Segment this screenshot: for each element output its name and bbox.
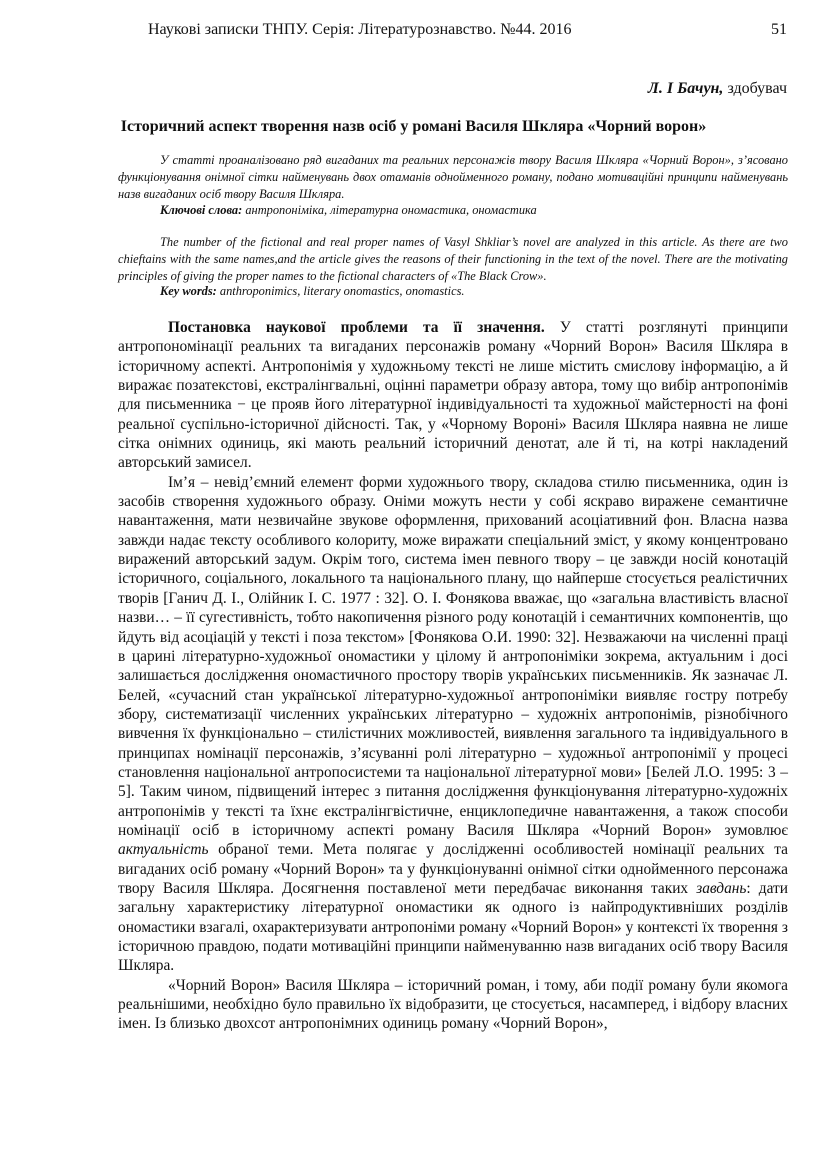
paragraph-2-text-b: обраної теми. Мета полягає у дослідженні особливостей номінації реальних та вигаданих осіб роману «Чорний Ворон» та у функціонуванні онімної сітки однойменного персонажа твору Василя Шкляра. Досягнення поставленої мети передбачає виконання таких — [118, 841, 788, 897]
article-body — [118, 318, 788, 1034]
keywords-uk-label: Ключові слова: — [160, 203, 243, 217]
running-head: Наукові записки ТНПУ. Серія: Літературознавство. №44. 2016 — [148, 21, 572, 38]
author-role: здобувач — [723, 80, 787, 97]
abstract-ukrainian — [118, 152, 788, 203]
paragraph-1-text: У статті розглянуті принципи антропономінації реальних та вигаданих персонажів роману «Чорний Ворон» Василя Шкляра в історичному аспекті. Антропонімія у художньому тексті не лише містить смислову інформацію, а й виражає позатекстові, екстралінгвальні, оцінні параметри образу автора, тому що вибір антропонімів для письменника − це прояв його літературної індивідуальності та художньої майстерності на фоні реальної суспільно-історичної дійсності. Так, у «Чорному Вороні» Василя Шкляра наявна не лише сітка онімних одиниць, які мають реальний історичний денотат, але й ті, на котрі накладений авторський замисел. — [118, 319, 788, 472]
keywords-uk-list: антропоніміка, літературна ономастика, ономастика — [242, 203, 537, 217]
term-tasks: завдань — [696, 879, 747, 897]
keywords-ukrainian — [160, 203, 537, 218]
author-name: Л. І Бачун, — [647, 80, 724, 97]
page-number: 51 — [771, 21, 787, 38]
abstract-english — [118, 234, 788, 285]
keywords-en-label: Key words: — [160, 284, 217, 298]
article-title: Історичний аспект творення назв осіб у романі Василя Шкляра «Чорний ворон» — [120, 118, 707, 135]
body-paragraph-3: «Чорний Ворон» Василя Шкляра – історичний роман, і тому, аби події роману були якомога реальнішими, необхідно було правильно їх відобразити, це стосується, насамперед, і відбору власних імен. Із близько двохсот антропонімних одиниць роману «Чорний Ворон», — [118, 976, 788, 1033]
author-line — [648, 80, 787, 98]
keywords-en-list: anthroponimics, literary onomastics, onomastics. — [216, 284, 465, 298]
section-heading: Постановка наукової проблеми та її значення. — [168, 319, 545, 336]
keywords-english — [160, 284, 465, 299]
abstract-uk-text: У статті проаналізовано ряд вигаданих та реальних персонажів твору Василя Шкляра «Чорний Ворон», з’ясовано функціонування онімної сітки найменувань двох отаманів однойменного роману, подано мотиваційні принципи найменувань назв вигаданих осіб твору Василя Шкляра. — [118, 153, 788, 201]
paragraph-2-text-c: : дати загальну характеристику літературної ономастики як одного із найпродуктивніших розділів ономастики взагалі, охарактеризувати антропоніми роману «Чорний Ворон» у контексті їх творення з історичною правдою, подати мотиваційні принципи найменуванню назв вигаданих осіб твору Василя Шкляра. — [118, 879, 788, 975]
term-relevance: актуальність — [118, 841, 209, 859]
paragraph-2-text-a: Ім’я – невід’ємний елемент форми художнього твору, складова стилю письменника, один із засобів створення художнього образу. Оніми можуть нести у собі яскраво виражене семантичне навантаження, мати незвичайне звукове оформлення, прихований асоціативний фон. Власна назва завжди надає тексту особливого колориту, може виражати спеціальний зміст, у якому концентровано виражений авторський задум. Окрім того, система імен певного твору – це завжди носій конотацій історичного, соціального, локального та національного плану, що найперше стосується реалістичних творів [Ганич Д. І., Олійник І. С. 1977 : 32]. О. І. Фонякова вважає, що «загальна властивість власної назви… – її сугестивність, тобто накопичення різного роду конотацій і семантичних компонентів, що йдуть від асоціацій у тексті і поза текстом» [Фонякова О.И. 1990: 32]. Незважаючи на численні праці в царині літературно-художньої ономастики у цілому й антропоніміки зокрема, актуальним і досі залишається дослідження ономастичного простору творів українських письменників. Як зазначає Л. Белей, «сучасний стан української літературно-художньої антропоніміки виявляє гостру потребу збору, систематизації численних українських літературно – художніх антропонімів, різнобічного вивчення їх функціонально – стилістичних можливостей, виявлення загального та індивідуального в принципах номінації персонажів, з’ясуванні ролі літературно – художньої антропонімії у процесі становлення національної антропосистеми та національної літературної мови» [Белей Л.О. 1995: 3 – 5]. Таким чином, підвищений інтерес з питання дослідження функціонування літературно-художніх антропонімів у тексті та їхнє екстралінгвістичне, енциклопедичне навантаження, а також способи номінації осіб в історичному аспекті роману Василя Шкляра «Чорний Ворон» зумовлює — [118, 473, 788, 839]
body-paragraph-2 — [118, 473, 788, 976]
body-paragraph-1 — [118, 318, 788, 473]
abstract-en-text: The number of the fictional and real proper names of Vasyl Shkliar’s novel are analyzed in this article. As there are two chieftains with the same names,and the article gives the reasons of their functioning in the text of the novel. There are the motivating principles of giving the proper names to the fictional characters of «The Black Crow». — [118, 235, 788, 283]
